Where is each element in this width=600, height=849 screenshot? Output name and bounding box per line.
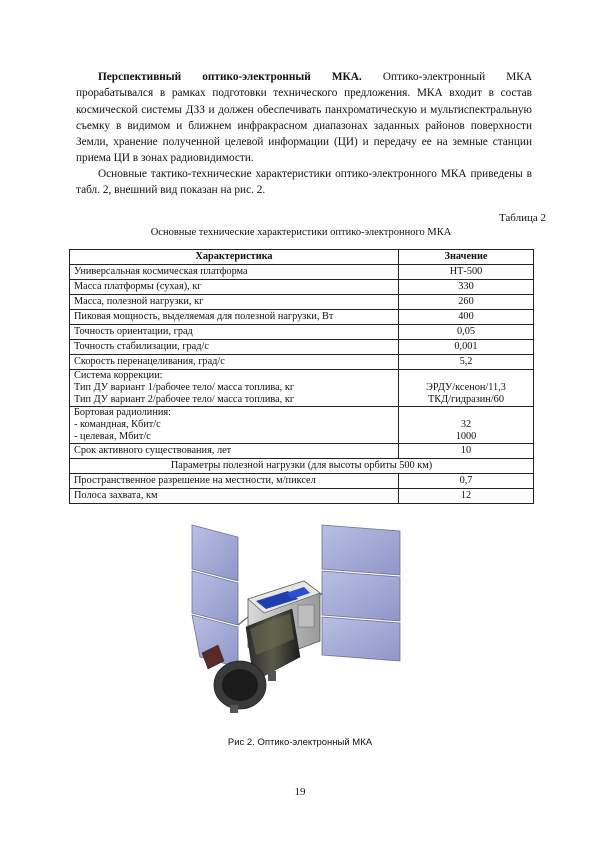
header-value: Значение (399, 250, 534, 265)
table-row (70, 474, 534, 489)
table-title: Основные технические характеристики оптико-электронного МКА (150, 227, 452, 238)
row-name: Универсальная космическая платформа (70, 265, 399, 280)
row-name-line: Тип ДУ вариант 1/рабочее тело/ масса топлива, кг (74, 382, 295, 393)
row-value (399, 370, 534, 407)
row-value-line: 1000 (455, 431, 477, 442)
row-value-line: 32 (460, 419, 472, 430)
paragraph-1-text: Оптико-электронный МКА прорабатывался в рамках подготовки технического предложения. МКА входит в состав космической системы ДЗЗ и должен обеспечивать панхроматическую и мультиспектральную съемку в видимом и ближнем инфракрасном диапазонах заданных районов поверхности Земли, хранение полученной целевой информации (ЦИ) и передачу ее на земные станции приема ЦИ в зонах радиовидимости. (76, 71, 532, 165)
left-solar-panel (192, 525, 248, 667)
row-value-line: ЭРДУ/ксенон/11,3 (426, 382, 506, 393)
row-value (399, 407, 534, 444)
row-name: Пространственное разрешение на местности, м/пиксел (70, 474, 399, 489)
row-value: 0,001 (399, 340, 534, 355)
row-name (70, 370, 399, 407)
right-solar-panel (314, 525, 400, 661)
row-name-line: Бортовая радиолиния: (74, 407, 171, 418)
table-header-row (70, 250, 534, 265)
table-row (70, 325, 534, 340)
row-name (70, 407, 399, 444)
row-name: Скорость перенацеливания, град/с (70, 355, 399, 370)
row-name-line: Тип ДУ вариант 2/рабочее тело/ масса топлива, кг (74, 394, 295, 405)
row-name-line: - целевая, Мбит/с (74, 431, 151, 442)
table-row (70, 340, 534, 355)
paragraph-1 (76, 69, 532, 167)
row-name: Точность стабилизации, град/с (70, 340, 399, 355)
section-header: Параметры полезной нагрузки (для высоты орбиты 500 км) (70, 459, 534, 474)
figure-caption: Рис 2. Оптико-электронный МКА (227, 737, 373, 748)
row-name: Пиковая мощность, выделяемая для полезной нагрузки, Вт (70, 310, 399, 325)
satellite-illustration (186, 521, 408, 733)
row-value: НТ-500 (399, 265, 534, 280)
paragraph-2-text: Основные тактико-технические характеристики оптико-электронного МКА приведены в табл. 2, внешний вид показан на рис. 2. (76, 168, 532, 197)
table-row (70, 310, 534, 325)
table-row (70, 355, 534, 370)
row-name: Масса, полезной нагрузки, кг (70, 295, 399, 310)
row-name: Точность ориентации, град (70, 325, 399, 340)
row-value: 330 (399, 280, 534, 295)
table-section-header (70, 459, 534, 474)
row-value: 10 (399, 444, 534, 459)
row-name: Масса платформы (сухая), кг (70, 280, 399, 295)
table-row (70, 265, 534, 280)
paragraph-2 (76, 166, 532, 199)
spec-table (69, 249, 534, 504)
row-value: 12 (399, 489, 534, 504)
paragraph-1-lead: Перспективный оптико-электронный МКА. (98, 71, 362, 83)
table-row (70, 489, 534, 504)
table-row (70, 295, 534, 310)
row-value: 260 (399, 295, 534, 310)
table-row (70, 444, 534, 459)
row-name-line: Система коррекции: (74, 370, 163, 381)
row-name-line: - командная, Кбит/с (74, 419, 161, 430)
row-value-line: ТКД/гидразин/60 (428, 394, 504, 405)
table-row (70, 280, 534, 295)
page-number: 19 (294, 786, 306, 798)
row-name: Полоса захвата, км (70, 489, 399, 504)
row-value: 0,05 (399, 325, 534, 340)
row-value: 0,7 (399, 474, 534, 489)
table-row-multiline (70, 370, 534, 407)
table-label: Таблица 2 (498, 212, 546, 224)
row-value: 5,2 (399, 355, 534, 370)
row-value: 400 (399, 310, 534, 325)
table-row-multiline (70, 407, 534, 444)
header-characteristic: Характеристика (70, 250, 399, 265)
row-name: Срок активного существования, лет (70, 444, 399, 459)
